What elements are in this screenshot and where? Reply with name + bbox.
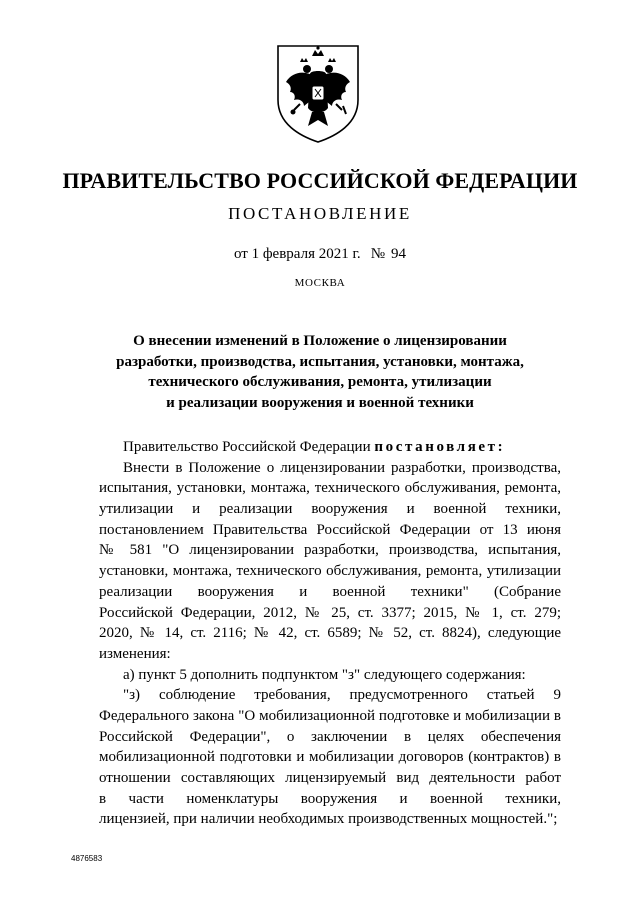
document-date-number [0, 246, 640, 263]
body-line: Федерального закона "О мобилизационной подготовке и мобилизации в [99, 707, 561, 724]
body-line: № 581 "О лицензировании разработки, производства, испытания, [99, 542, 561, 559]
body-line: утилизации и реализации вооружения и военной техники, [99, 501, 561, 518]
title-line: разработки, производства, испытания, установки, монтажа, [116, 353, 524, 370]
document-date: от 1 февраля 2021 г. [233, 246, 361, 262]
body-text [99, 437, 561, 830]
preamble-subject: Правительство Российской Федерации [123, 439, 371, 455]
title-line: О внесении изменений в Положение о лицензировании [133, 333, 507, 349]
resolution-title [60, 331, 580, 413]
body-line: а) пункт 5 дополнить подпунктом "з" следующего содержания: [123, 666, 526, 683]
body-line: изменения: [99, 645, 171, 662]
title-line: технического обслуживания, ремонта, утилизации [148, 374, 492, 390]
document-code: 4876583 [71, 854, 103, 863]
body-line: Внести в Положение о лицензировании разработки, производства, [123, 459, 561, 476]
body-line: установки, монтажа, технического обслуживания, ремонта, утилизации [99, 563, 561, 580]
body-line: отношении составляющих лицензируемый вид деятельности работ [99, 770, 561, 787]
body-line: "з) соблюдение требования, предусмотренного статьей 9 [123, 687, 561, 704]
document-number: 94 [391, 246, 406, 262]
preamble-action: постановляет: [374, 439, 506, 455]
body-line: в части номенклатуры вооружения и военной техники, [99, 790, 561, 807]
number-sign: № [370, 246, 385, 262]
government-name: ПРАВИТЕЛЬСТВО РОССИЙСКОЙ ФЕДЕРАЦИИ [62, 168, 578, 193]
body-line: испытания, установки, монтажа, технического обслуживания, ремонта, [99, 480, 561, 497]
document-type: ПОСТАНОВЛЕНИЕ [228, 204, 412, 223]
body-line: мобилизационной подготовки и мобилизации договоров (контрактов) в [99, 749, 561, 766]
preamble [99, 437, 561, 458]
city: МОСКВА [294, 277, 346, 289]
body-line: реализации вооружения и военной техники" (Собрание [99, 583, 561, 600]
title-line: и реализации вооружения и военной техники [166, 394, 474, 411]
body-line: постановлением Правительства Российской Федерации от 13 июня [99, 521, 561, 538]
body-line: Российской Федерации, 2012, № 25, ст. 3377; 2015, № 1, ст. 279; [99, 604, 561, 621]
body-line: 2020, № 14, ст. 2116; № 42, ст. 6589; № 52, ст. 8824), следующие [99, 625, 561, 642]
body-line: Российской Федерации", о заключении в целях обеспечения [99, 728, 561, 745]
body-line: лицензией, при наличии необходимых производственных мощностей."; [99, 811, 558, 828]
coat-of-arms-emblem-icon [274, 42, 362, 145]
